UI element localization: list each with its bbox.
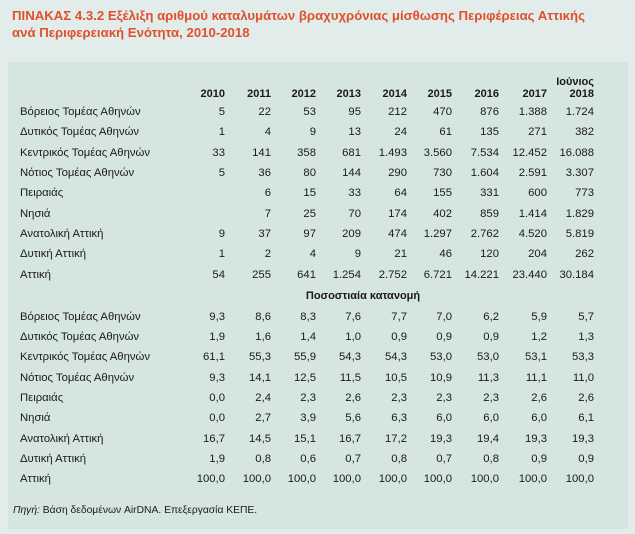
table-cell: 6,0 — [436, 412, 452, 425]
table-cell: 1,0 — [345, 331, 361, 344]
table-cell: 4 — [264, 126, 271, 139]
percent-heading: Ποσοστιαία κατανομή — [305, 289, 421, 302]
table-cell: 16.088 — [559, 146, 594, 159]
table-row — [12, 122, 594, 142]
counts-section — [12, 102, 594, 285]
table-cell: 15,1 — [294, 432, 316, 445]
table-cell: 0,0 — [209, 392, 225, 404]
row-label: Βόρειος Τομέας Αθηνών — [20, 310, 141, 323]
table-cell: 8,3 — [300, 310, 316, 323]
table-cell: 681 — [342, 146, 361, 159]
table-row — [12, 264, 594, 284]
table-cell: 22 — [258, 106, 271, 119]
table-cell: 53,0 — [477, 351, 499, 364]
table-cell: 97 — [303, 227, 316, 240]
table-cell: 5.819 — [565, 227, 594, 240]
table-cell: 3.560 — [423, 146, 452, 159]
table-cell: 12,5 — [294, 371, 316, 384]
table-cell: 53,0 — [430, 351, 452, 364]
table-cell: 19,4 — [477, 432, 499, 445]
table-cell: 11,0 — [572, 371, 594, 384]
table-cell: 120 — [480, 248, 499, 261]
column-header-last — [547, 70, 594, 102]
table-cell: 54,3 — [339, 351, 361, 364]
table-cell: 6,0 — [483, 412, 499, 425]
table-cell: 290 — [388, 167, 407, 180]
row-label: Ανατολική Αττική — [20, 227, 104, 240]
table-cell: 0,8 — [255, 452, 271, 465]
table-cell: 402 — [433, 207, 452, 220]
table-cell: 11,5 — [339, 371, 361, 384]
table-cell: 33 — [212, 146, 225, 159]
source-note — [13, 505, 257, 516]
table-cell: 24 — [394, 126, 407, 139]
table-row — [12, 408, 594, 428]
table-cell: 0,8 — [483, 452, 499, 465]
row-label: Νησιά — [20, 207, 51, 220]
header-row — [12, 70, 594, 102]
table-cell — [196, 203, 225, 223]
table-cell: 6,1 — [578, 412, 594, 425]
column-header: 2011 — [247, 88, 271, 100]
table-title-line2: ανά Περιφερειακή Ενότητα, 2010-2018 — [12, 25, 250, 40]
row-label: Νησιά — [20, 412, 51, 425]
table-cell: 2,7 — [255, 412, 271, 425]
table-cell: 0,9 — [531, 452, 547, 465]
table-row — [12, 307, 594, 327]
table-cell: 80 — [303, 167, 316, 180]
table-cell: 55,3 — [249, 351, 271, 364]
table-cell: 2,4 — [255, 392, 271, 404]
table-cell: 255 — [252, 268, 271, 281]
table-cell: 1,4 — [300, 331, 316, 344]
table-panel — [8, 62, 628, 529]
table-cell: 53,1 — [525, 351, 547, 364]
column-header: 2010 — [200, 88, 225, 100]
row-label: Αττική — [20, 268, 51, 281]
table-cell: 25 — [303, 207, 316, 220]
row-label: Νότιος Τομέας Αθηνών — [20, 167, 135, 180]
table-cell: 271 — [528, 126, 547, 139]
table-cell: 876 — [480, 106, 499, 119]
table-cell: 54,3 — [385, 351, 407, 364]
table-cell: 6.721 — [423, 268, 452, 281]
table-cell: 600 — [528, 187, 547, 200]
table-cell: 6,3 — [391, 412, 407, 425]
table-cell: 100,0 — [423, 473, 452, 486]
table-cell: 10,5 — [385, 371, 407, 384]
table-cell: 2,3 — [300, 392, 316, 404]
table-title — [12, 7, 627, 41]
table-row — [12, 102, 594, 122]
table-cell: 331 — [480, 187, 499, 200]
table-cell: 64 — [394, 187, 407, 200]
table-cell: 2.762 — [470, 227, 499, 240]
table-cell: 1,9 — [209, 331, 225, 344]
table-cell: 1.604 — [470, 167, 499, 180]
row-label: Δυτική Αττική — [20, 248, 87, 261]
table-cell: 12.452 — [512, 146, 547, 159]
table-row — [12, 428, 594, 448]
row-label: Αττική — [20, 473, 51, 486]
table-row — [12, 203, 594, 223]
row-label: Βόρειος Τομέας Αθηνών — [20, 106, 141, 119]
table-cell: 470 — [433, 106, 452, 119]
table-cell: 155 — [433, 187, 452, 200]
table-cell: 16,7 — [339, 432, 361, 445]
row-label: Δυτικός Τομέας Αθηνών — [20, 331, 140, 344]
column-header: 2016 — [474, 88, 499, 100]
table-cell: 0,8 — [391, 452, 407, 465]
table-cell: 53 — [303, 106, 316, 119]
table-cell: 3.307 — [565, 167, 594, 180]
table-cell: 859 — [480, 207, 499, 220]
table-cell: 1,2 — [531, 331, 547, 344]
row-label: Κεντρικός Τομέας Αθηνών — [20, 351, 150, 364]
table-cell: 6 — [264, 187, 271, 200]
table-cell: 212 — [388, 106, 407, 119]
table-cell: 55,9 — [294, 351, 316, 364]
column-header-last-line2: 2018 — [569, 88, 594, 100]
table-cell: 11,3 — [477, 371, 499, 384]
table-cell: 2,6 — [578, 392, 594, 404]
source-prefix: Πηγή: — [13, 505, 40, 516]
table-cell: 53,3 — [572, 351, 594, 364]
table-cell: 262 — [575, 248, 594, 261]
column-header: 2017 — [522, 88, 547, 100]
table-cell: 100,0 — [565, 473, 594, 486]
table-cell: 204 — [528, 248, 547, 261]
table-cell: 2,6 — [345, 392, 361, 404]
table-cell: 7,0 — [436, 310, 452, 323]
table-cell: 4.520 — [518, 227, 547, 240]
table-cell: 641 — [297, 268, 316, 281]
table-row — [12, 143, 594, 163]
row-label: Νότιος Τομέας Αθηνών — [20, 371, 135, 384]
table-title-line1: ΠΙΝΑΚΑΣ 4.3.2 Εξέλιξη αριθμού καταλυμάτων βραχυχρόνιας μίσθωσης Περιφέρειας Αττικής — [12, 8, 585, 23]
table-cell: 17,2 — [385, 432, 407, 445]
table-cell: 19,3 — [525, 432, 547, 445]
table-cell: 9,3 — [209, 310, 225, 323]
column-header: 2015 — [427, 88, 452, 100]
table-cell: 773 — [575, 187, 594, 200]
table-cell: 174 — [388, 207, 407, 220]
table-cell: 7,6 — [345, 310, 361, 323]
table-cell: 5 — [218, 106, 225, 119]
table-cell: 1.414 — [518, 207, 547, 220]
table-row — [12, 449, 594, 469]
table-row — [12, 469, 594, 489]
table-cell — [196, 183, 225, 203]
table-cell: 0,6 — [300, 452, 316, 465]
table-cell: 21 — [394, 248, 407, 261]
table-cell: 14,1 — [249, 371, 271, 384]
row-label: Πειραιάς — [20, 392, 64, 404]
table-cell: 9 — [218, 227, 225, 240]
table-cell: 0,9 — [483, 331, 499, 344]
table-cell: 141 — [252, 146, 271, 159]
row-label: Κεντρικός Τομέας Αθηνών — [20, 146, 150, 159]
table-cell: 8,6 — [255, 310, 271, 323]
table-cell: 100,0 — [518, 473, 547, 486]
table-cell: 2,3 — [483, 392, 499, 404]
table-cell: 11,1 — [525, 371, 547, 384]
table-cell: 1.724 — [565, 106, 594, 119]
table-cell: 2,3 — [391, 392, 407, 404]
table-cell: 100,0 — [378, 473, 407, 486]
table-cell: 5,6 — [345, 412, 361, 425]
column-header: 2013 — [336, 88, 361, 100]
table-cell: 0,9 — [436, 331, 452, 344]
table-cell: 209 — [342, 227, 361, 240]
table-cell: 61,1 — [203, 351, 225, 364]
table-row — [12, 183, 594, 203]
table-cell: 358 — [297, 146, 316, 159]
table-row — [12, 327, 594, 347]
table-row — [12, 368, 594, 388]
table-cell: 1,6 — [255, 331, 271, 344]
table-cell: 5,9 — [531, 310, 547, 323]
table-cell: 2 — [264, 248, 271, 261]
table-cell: 7,7 — [391, 310, 407, 323]
table-cell: 4 — [309, 248, 316, 261]
table-cell: 37 — [258, 227, 271, 240]
table-cell: 46 — [439, 248, 452, 261]
table-cell: 3,9 — [300, 412, 316, 425]
row-label: Πειραιάς — [20, 187, 64, 200]
table-cell: 7.534 — [470, 146, 499, 159]
data-table — [12, 70, 594, 489]
table-cell: 6,0 — [531, 412, 547, 425]
table-cell: 100,0 — [242, 473, 271, 486]
table-cell: 100,0 — [196, 473, 225, 486]
table-cell: 13 — [348, 126, 361, 139]
table-cell: 19,3 — [572, 432, 594, 445]
table-cell: 135 — [480, 126, 499, 139]
table-cell: 1 — [218, 126, 225, 139]
table-cell: 2,3 — [436, 392, 452, 404]
table-cell: 14.221 — [464, 268, 499, 281]
column-header: 2012 — [291, 88, 316, 100]
table-cell: 95 — [348, 106, 361, 119]
table-cell: 15 — [303, 187, 316, 200]
table-cell: 100,0 — [287, 473, 316, 486]
source-text: Βάση δεδομένων AirDNA. Επεξεργασία ΚΕΠΕ. — [39, 505, 258, 516]
table-cell: 1.388 — [518, 106, 547, 119]
table-cell: 33 — [348, 187, 361, 200]
table-cell: 0,7 — [345, 452, 361, 465]
table-cell: 36 — [258, 167, 271, 180]
row-label: Δυτικός Τομέας Αθηνών — [20, 126, 140, 139]
table-cell: 144 — [342, 167, 361, 180]
table-cell: 0,9 — [578, 452, 594, 465]
table-cell: 2.752 — [378, 268, 407, 281]
table-cell: 2,6 — [531, 392, 547, 404]
table-row — [12, 224, 594, 244]
table-cell: 54 — [212, 268, 225, 281]
header-label-cell — [12, 70, 196, 102]
table-cell: 9,3 — [209, 371, 225, 384]
table-cell: 100,0 — [470, 473, 499, 486]
table-cell: 9 — [309, 126, 316, 139]
table-cell: 1,9 — [209, 452, 225, 465]
table-cell: 1.297 — [423, 227, 452, 240]
table-cell: 0,0 — [209, 412, 225, 425]
table-row — [12, 244, 594, 264]
table-cell: 23.440 — [512, 268, 547, 281]
percent-heading-section — [12, 285, 594, 307]
table-cell: 2.591 — [518, 167, 547, 180]
row-label: Δυτική Αττική — [20, 452, 87, 465]
column-header: 2014 — [382, 88, 407, 100]
table-cell: 16,7 — [203, 432, 225, 445]
table-cell: 5 — [218, 167, 225, 180]
table-cell: 1 — [218, 248, 225, 261]
percents-section — [12, 307, 594, 490]
table-cell: 5,7 — [578, 310, 594, 323]
table-cell: 6,2 — [483, 310, 499, 323]
table-cell: 70 — [348, 207, 361, 220]
table-cell: 1.254 — [332, 268, 361, 281]
table-cell: 474 — [388, 227, 407, 240]
table-cell: 100,0 — [332, 473, 361, 486]
table-row — [12, 163, 594, 183]
table-cell: 10,9 — [430, 371, 452, 384]
table-cell: 730 — [433, 167, 452, 180]
table-cell: 9 — [354, 248, 361, 261]
table-cell: 0,7 — [436, 452, 452, 465]
table-row — [12, 347, 594, 367]
table-cell: 7 — [264, 207, 271, 220]
table-cell: 1.493 — [378, 146, 407, 159]
percent-heading-row — [12, 285, 594, 307]
table-cell: 1,3 — [578, 331, 594, 344]
row-label: Ανατολική Αττική — [20, 432, 104, 445]
table-row — [12, 388, 594, 408]
column-header-last-line1: Ιούνιος — [556, 76, 594, 88]
table-cell: 14,5 — [249, 432, 271, 445]
table-cell: 61 — [439, 126, 452, 139]
table-cell: 1.829 — [565, 207, 594, 220]
table-cell: 0,9 — [391, 331, 407, 344]
table-cell: 30.184 — [559, 268, 594, 281]
table-cell: 382 — [575, 126, 594, 139]
table-cell: 19,3 — [430, 432, 452, 445]
